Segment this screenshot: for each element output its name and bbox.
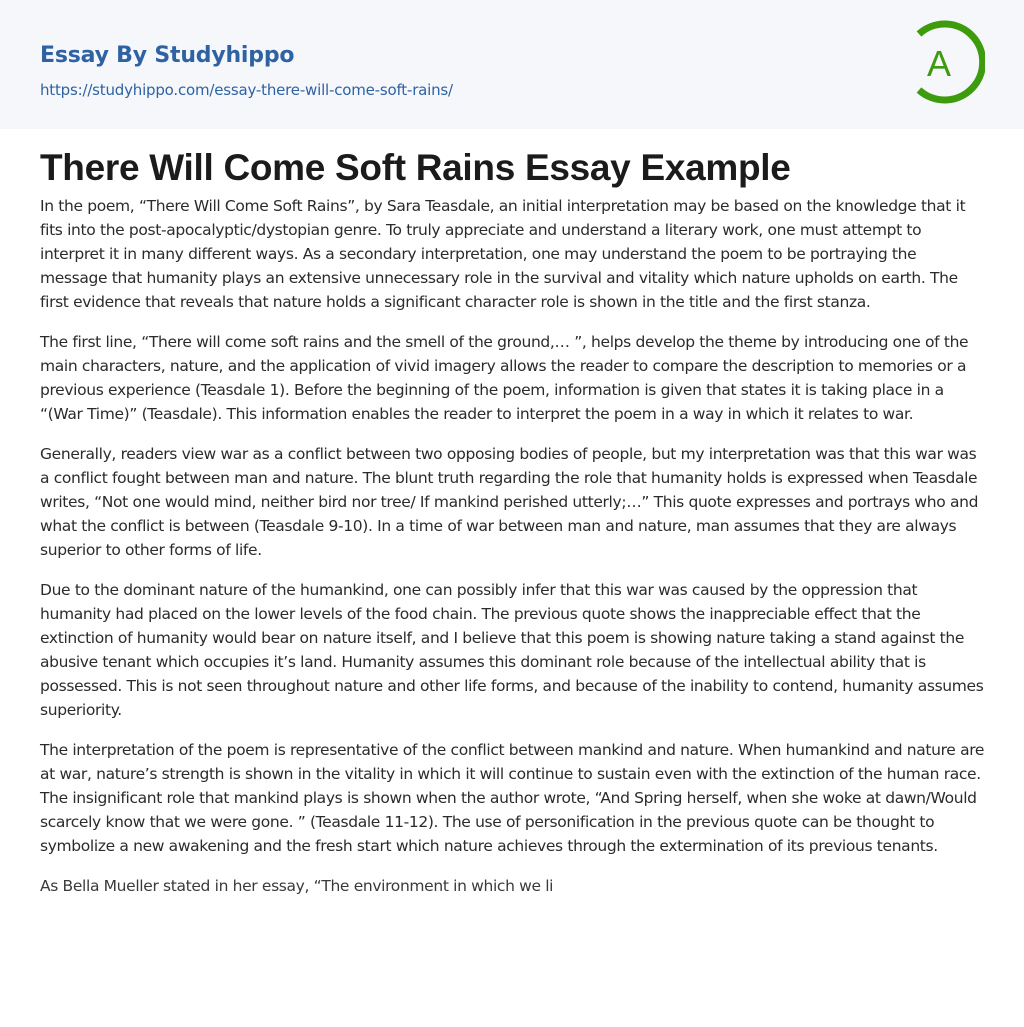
essay-paragraph-truncated: As Bella Mueller stated in her essay, “The environment in which we li (40, 877, 554, 895)
essay-body (40, 194, 988, 914)
brand-title[interactable]: Essay By Studyhippo (40, 43, 295, 68)
essay-paragraph: Due to the dominant nature of the humankind, one can possibly infer that this war was caused by the oppression that humanity had placed on the lower levels of the food chain. The previous quote shows the inappreciable effect that the extinction of humanity would bear on nature itself, and I believe that this poem is showing nature taking a stand against the abusive tenant which occupies it’s land. Humanity assumes this dominant role because of the intellectual ability that is possessed. This is not seen throughout nature and other life forms, and because of the inability to contend, humanity assumes superiority. (40, 581, 984, 719)
site-header (0, 0, 1024, 129)
essay-paragraph: The first line, “There will come soft rains and the smell of the ground,… ”, helps develop the theme by introducing one of the main characters, nature, and the application of vivid imagery allows the reader to compare the description to memories or a previous experience (Teasdale 1). Before the beginning of the poem, information is given that states it is taking place in a “(War Time)” (Teasdale). This information enables the reader to interpret the poem in a way in which it relates to war. (40, 333, 969, 423)
essay-url-link[interactable]: https://studyhippo.com/essay-there-will-come-soft-rains/ (40, 81, 453, 99)
studyhippo-logo-icon[interactable] (913, 20, 985, 104)
page-title: There Will Come Soft Rains Essay Example (40, 147, 791, 188)
essay-paragraph: In the poem, “There Will Come Soft Rains”, by Sara Teasdale, an initial interpretation may be based on the knowledge that it fits into the post-apocalyptic/dystopian genre. To truly appreciate and understand a literary work, one must attempt to interpret it in many different ways. As a secondary interpretation, one may understand the poem to be portraying the message that humanity plays an extensive unnecessary role in the survival and vitality which nature upholds on earth. The first evidence that reveals that nature holds a significant character role is shown in the title and the first stanza. (40, 197, 966, 311)
essay-paragraph: Generally, readers view war as a conflict between two opposing bodies of people, but my interpretation was that this war was a conflict fought between man and nature. The blunt truth regarding the role that humanity holds is expressed when Teasdale writes, “Not one would mind, neither bird nor tree/ If mankind perished utterly;…” This quote expresses and portrays who and what the conflict is between (Teasdale 9-10). In a time of war between man and nature, man assumes that they are always superior to other forms of life. (40, 445, 979, 559)
essay-paragraph: The interpretation of the poem is representative of the conflict between mankind and nature. When humankind and nature are at war, nature’s strength is shown in the vitality in which it will continue to sustain even with the extinction of the human race. The insignificant role that mankind plays is shown when the author wrote, “And Spring herself, when she woke at dawn/Would scarcely know that we were gone. ” (Teasdale 11-12). The use of personification in the previous quote can be thought to symbolize a new awakening and the fresh start which nature achieves through the extermination of its previous tenants. (40, 741, 985, 855)
svg-text:A: A (926, 43, 952, 84)
